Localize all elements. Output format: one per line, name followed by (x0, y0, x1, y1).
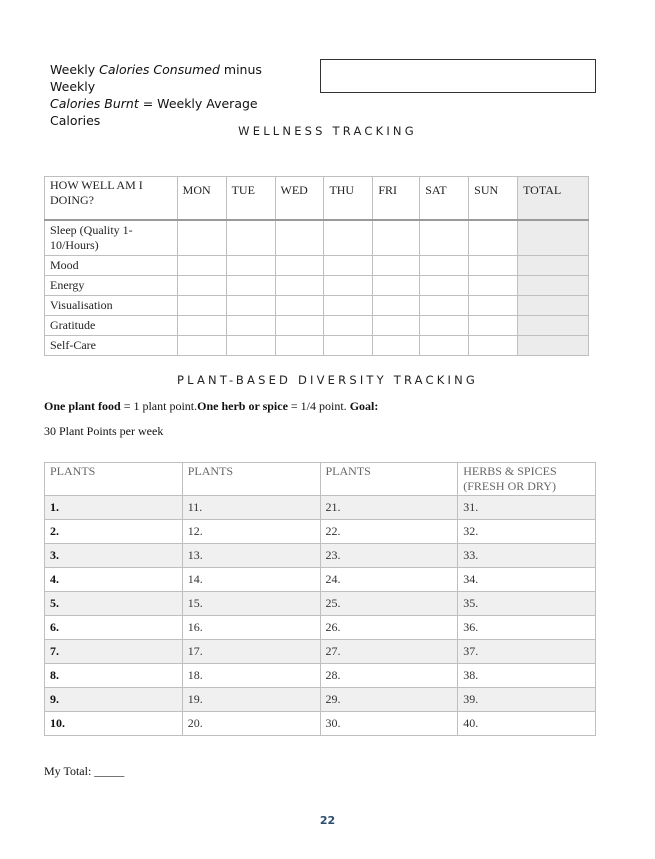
wellness-day-cell[interactable] (324, 296, 373, 316)
calorie-formula (50, 61, 310, 129)
my-total: My Total: _____ (44, 764, 125, 778)
wellness-day-cell[interactable] (469, 316, 518, 336)
plant-goal: 30 Plant Points per week (44, 424, 164, 438)
herbs-spices-header: HERBS & SPICES (FRESH OR DRY) (458, 463, 596, 496)
wellness-day-cell[interactable] (373, 316, 420, 336)
plant-cell[interactable]: 35. (458, 592, 596, 616)
wellness-day-cell[interactable] (373, 296, 420, 316)
plant-row (45, 592, 596, 616)
plant-cell[interactable]: 7. (45, 640, 183, 664)
plant-cell[interactable]: 32. (458, 520, 596, 544)
plant-row (45, 520, 596, 544)
plant-cell[interactable]: 13. (182, 544, 320, 568)
plant-cell[interactable]: 38. (458, 664, 596, 688)
plant-cell[interactable]: 12. (182, 520, 320, 544)
day-header: SAT (420, 177, 469, 221)
wellness-day-cell[interactable] (275, 296, 324, 316)
plant-row (45, 712, 596, 736)
plant-cell[interactable]: 17. (182, 640, 320, 664)
plant-cell[interactable]: 27. (320, 640, 458, 664)
wellness-total-cell[interactable] (518, 336, 589, 356)
wellness-day-cell[interactable] (177, 220, 226, 256)
formula-text: minus Weekly (50, 62, 262, 94)
wellness-day-cell[interactable] (177, 256, 226, 276)
wellness-day-cell[interactable] (469, 276, 518, 296)
formula-text: Weekly (50, 62, 100, 77)
wellness-day-cell[interactable] (275, 256, 324, 276)
plant-cell[interactable]: 30. (320, 712, 458, 736)
plant-cell[interactable]: 19. (182, 688, 320, 712)
wellness-row-label: Self-Care (45, 336, 178, 356)
plant-cell[interactable]: 23. (320, 544, 458, 568)
plant-cell[interactable]: 15. (182, 592, 320, 616)
wellness-day-cell[interactable] (275, 276, 324, 296)
goal-label: Goal: (349, 399, 379, 413)
wellness-day-cell[interactable] (373, 220, 420, 256)
wellness-day-cell[interactable] (420, 316, 469, 336)
wellness-day-cell[interactable] (275, 336, 324, 356)
plants-header: PLANTS (182, 463, 320, 496)
wellness-day-cell[interactable] (324, 316, 373, 336)
wellness-row-label: Mood (45, 256, 178, 276)
wellness-total-cell[interactable] (518, 256, 589, 276)
rule-bold: One herb or spice (197, 399, 288, 413)
plant-row (45, 544, 596, 568)
plant-cell[interactable]: 29. (320, 688, 458, 712)
plant-cell[interactable]: 8. (45, 664, 183, 688)
plants-header: PLANTS (45, 463, 183, 496)
plant-cell[interactable]: 20. (182, 712, 320, 736)
plant-cell[interactable]: 4. (45, 568, 183, 592)
plant-cell[interactable]: 2. (45, 520, 183, 544)
plant-row (45, 616, 596, 640)
total-header: TOTAL (518, 177, 589, 221)
formula-emphasis: Calories Consumed (99, 62, 220, 77)
wellness-day-cell[interactable] (373, 256, 420, 276)
wellness-day-cell[interactable] (177, 336, 226, 356)
wellness-day-cell[interactable] (275, 220, 324, 256)
wellness-row (45, 296, 589, 316)
weekly-calories-input-box[interactable] (320, 59, 596, 93)
wellness-row (45, 336, 589, 356)
wellness-day-cell[interactable] (226, 220, 275, 256)
wellness-day-cell[interactable] (226, 276, 275, 296)
plant-cell[interactable]: 37. (458, 640, 596, 664)
plant-cell[interactable]: 21. (320, 496, 458, 520)
plant-cell[interactable]: 6. (45, 616, 183, 640)
wellness-day-cell[interactable] (177, 316, 226, 336)
wellness-day-cell[interactable] (324, 256, 373, 276)
wellness-day-cell[interactable] (420, 220, 469, 256)
plant-cell[interactable]: 5. (45, 592, 183, 616)
wellness-total-cell[interactable] (518, 220, 589, 256)
wellness-row (45, 276, 589, 296)
day-header: FRI (373, 177, 420, 221)
wellness-total-cell[interactable] (518, 276, 589, 296)
wellness-day-cell[interactable] (177, 276, 226, 296)
plant-cell[interactable]: 9. (45, 688, 183, 712)
plant-row (45, 568, 596, 592)
plant-cell[interactable]: 11. (182, 496, 320, 520)
wellness-day-cell[interactable] (226, 296, 275, 316)
plant-cell[interactable]: 24. (320, 568, 458, 592)
wellness-day-cell[interactable] (226, 336, 275, 356)
plant-cell[interactable]: 33. (458, 544, 596, 568)
wellness-day-cell[interactable] (324, 336, 373, 356)
rule-text: = 1 plant point. (120, 399, 198, 413)
wellness-day-cell[interactable] (324, 220, 373, 256)
plant-rules (44, 399, 378, 414)
wellness-day-cell[interactable] (469, 296, 518, 316)
wellness-total-cell[interactable] (518, 316, 589, 336)
day-header: MON (177, 177, 226, 221)
plants-header: PLANTS (320, 463, 458, 496)
wellness-day-cell[interactable] (324, 276, 373, 296)
wellness-row (45, 256, 589, 276)
wellness-row (45, 220, 589, 256)
plant-cell[interactable]: 36. (458, 616, 596, 640)
plant-cell[interactable]: 22. (320, 520, 458, 544)
wellness-day-cell[interactable] (420, 336, 469, 356)
wellness-day-cell[interactable] (275, 316, 324, 336)
wellness-day-cell[interactable] (469, 336, 518, 356)
plant-cell[interactable]: 3. (45, 544, 183, 568)
wellness-day-cell[interactable] (420, 296, 469, 316)
plant-cell[interactable]: 34. (458, 568, 596, 592)
plant-row (45, 688, 596, 712)
plant-cell[interactable]: 10. (45, 712, 183, 736)
plant-cell[interactable]: 26. (320, 616, 458, 640)
plant-cell[interactable]: 28. (320, 664, 458, 688)
day-header: TUE (226, 177, 275, 221)
wellness-row-label: Gratitude (45, 316, 178, 336)
day-header: THU (324, 177, 373, 221)
plant-diversity-title: PLANT-BASED DIVERSITY TRACKING (176, 373, 479, 387)
wellness-day-cell[interactable] (177, 296, 226, 316)
wellness-day-cell[interactable] (420, 276, 469, 296)
plant-cell[interactable]: 18. (182, 664, 320, 688)
plant-row (45, 664, 596, 688)
plant-row (45, 640, 596, 664)
rule-text: = 1/4 point. (287, 399, 347, 413)
plant-cell[interactable]: 14. (182, 568, 320, 592)
wellness-table (44, 176, 589, 356)
plant-cell[interactable]: 31. (458, 496, 596, 520)
formula-emphasis: Calories Burnt (50, 96, 139, 111)
plant-cell[interactable]: 39. (458, 688, 596, 712)
wellness-day-cell[interactable] (469, 256, 518, 276)
rule-bold: One plant food (44, 399, 121, 413)
plant-points-table (44, 462, 596, 736)
wellness-row (45, 316, 589, 336)
day-header: SUN (469, 177, 518, 221)
wellness-day-cell[interactable] (469, 220, 518, 256)
plant-cell[interactable]: 25. (320, 592, 458, 616)
wellness-day-cell[interactable] (373, 336, 420, 356)
formula-text: = Weekly Average Calories (50, 96, 258, 128)
wellness-day-cell[interactable] (226, 316, 275, 336)
plant-cell[interactable]: 40. (458, 712, 596, 736)
wellness-row-label: Visualisation (45, 296, 178, 316)
wellness-day-cell[interactable] (226, 256, 275, 276)
wellness-header-label: HOW WELL AM I DOING? (45, 177, 178, 221)
wellness-tracking-title: WELLNESS TRACKING (238, 124, 417, 138)
wellness-total-cell[interactable] (518, 296, 589, 316)
day-header: WED (275, 177, 324, 221)
plant-cell[interactable]: 1. (45, 496, 183, 520)
wellness-row-label: Energy (45, 276, 178, 296)
plant-cell[interactable]: 16. (182, 616, 320, 640)
wellness-day-cell[interactable] (373, 276, 420, 296)
wellness-day-cell[interactable] (420, 256, 469, 276)
wellness-row-label: Sleep (Quality 1-10/Hours) (45, 220, 178, 256)
page-number: 22 (319, 814, 336, 827)
plant-row (45, 496, 596, 520)
